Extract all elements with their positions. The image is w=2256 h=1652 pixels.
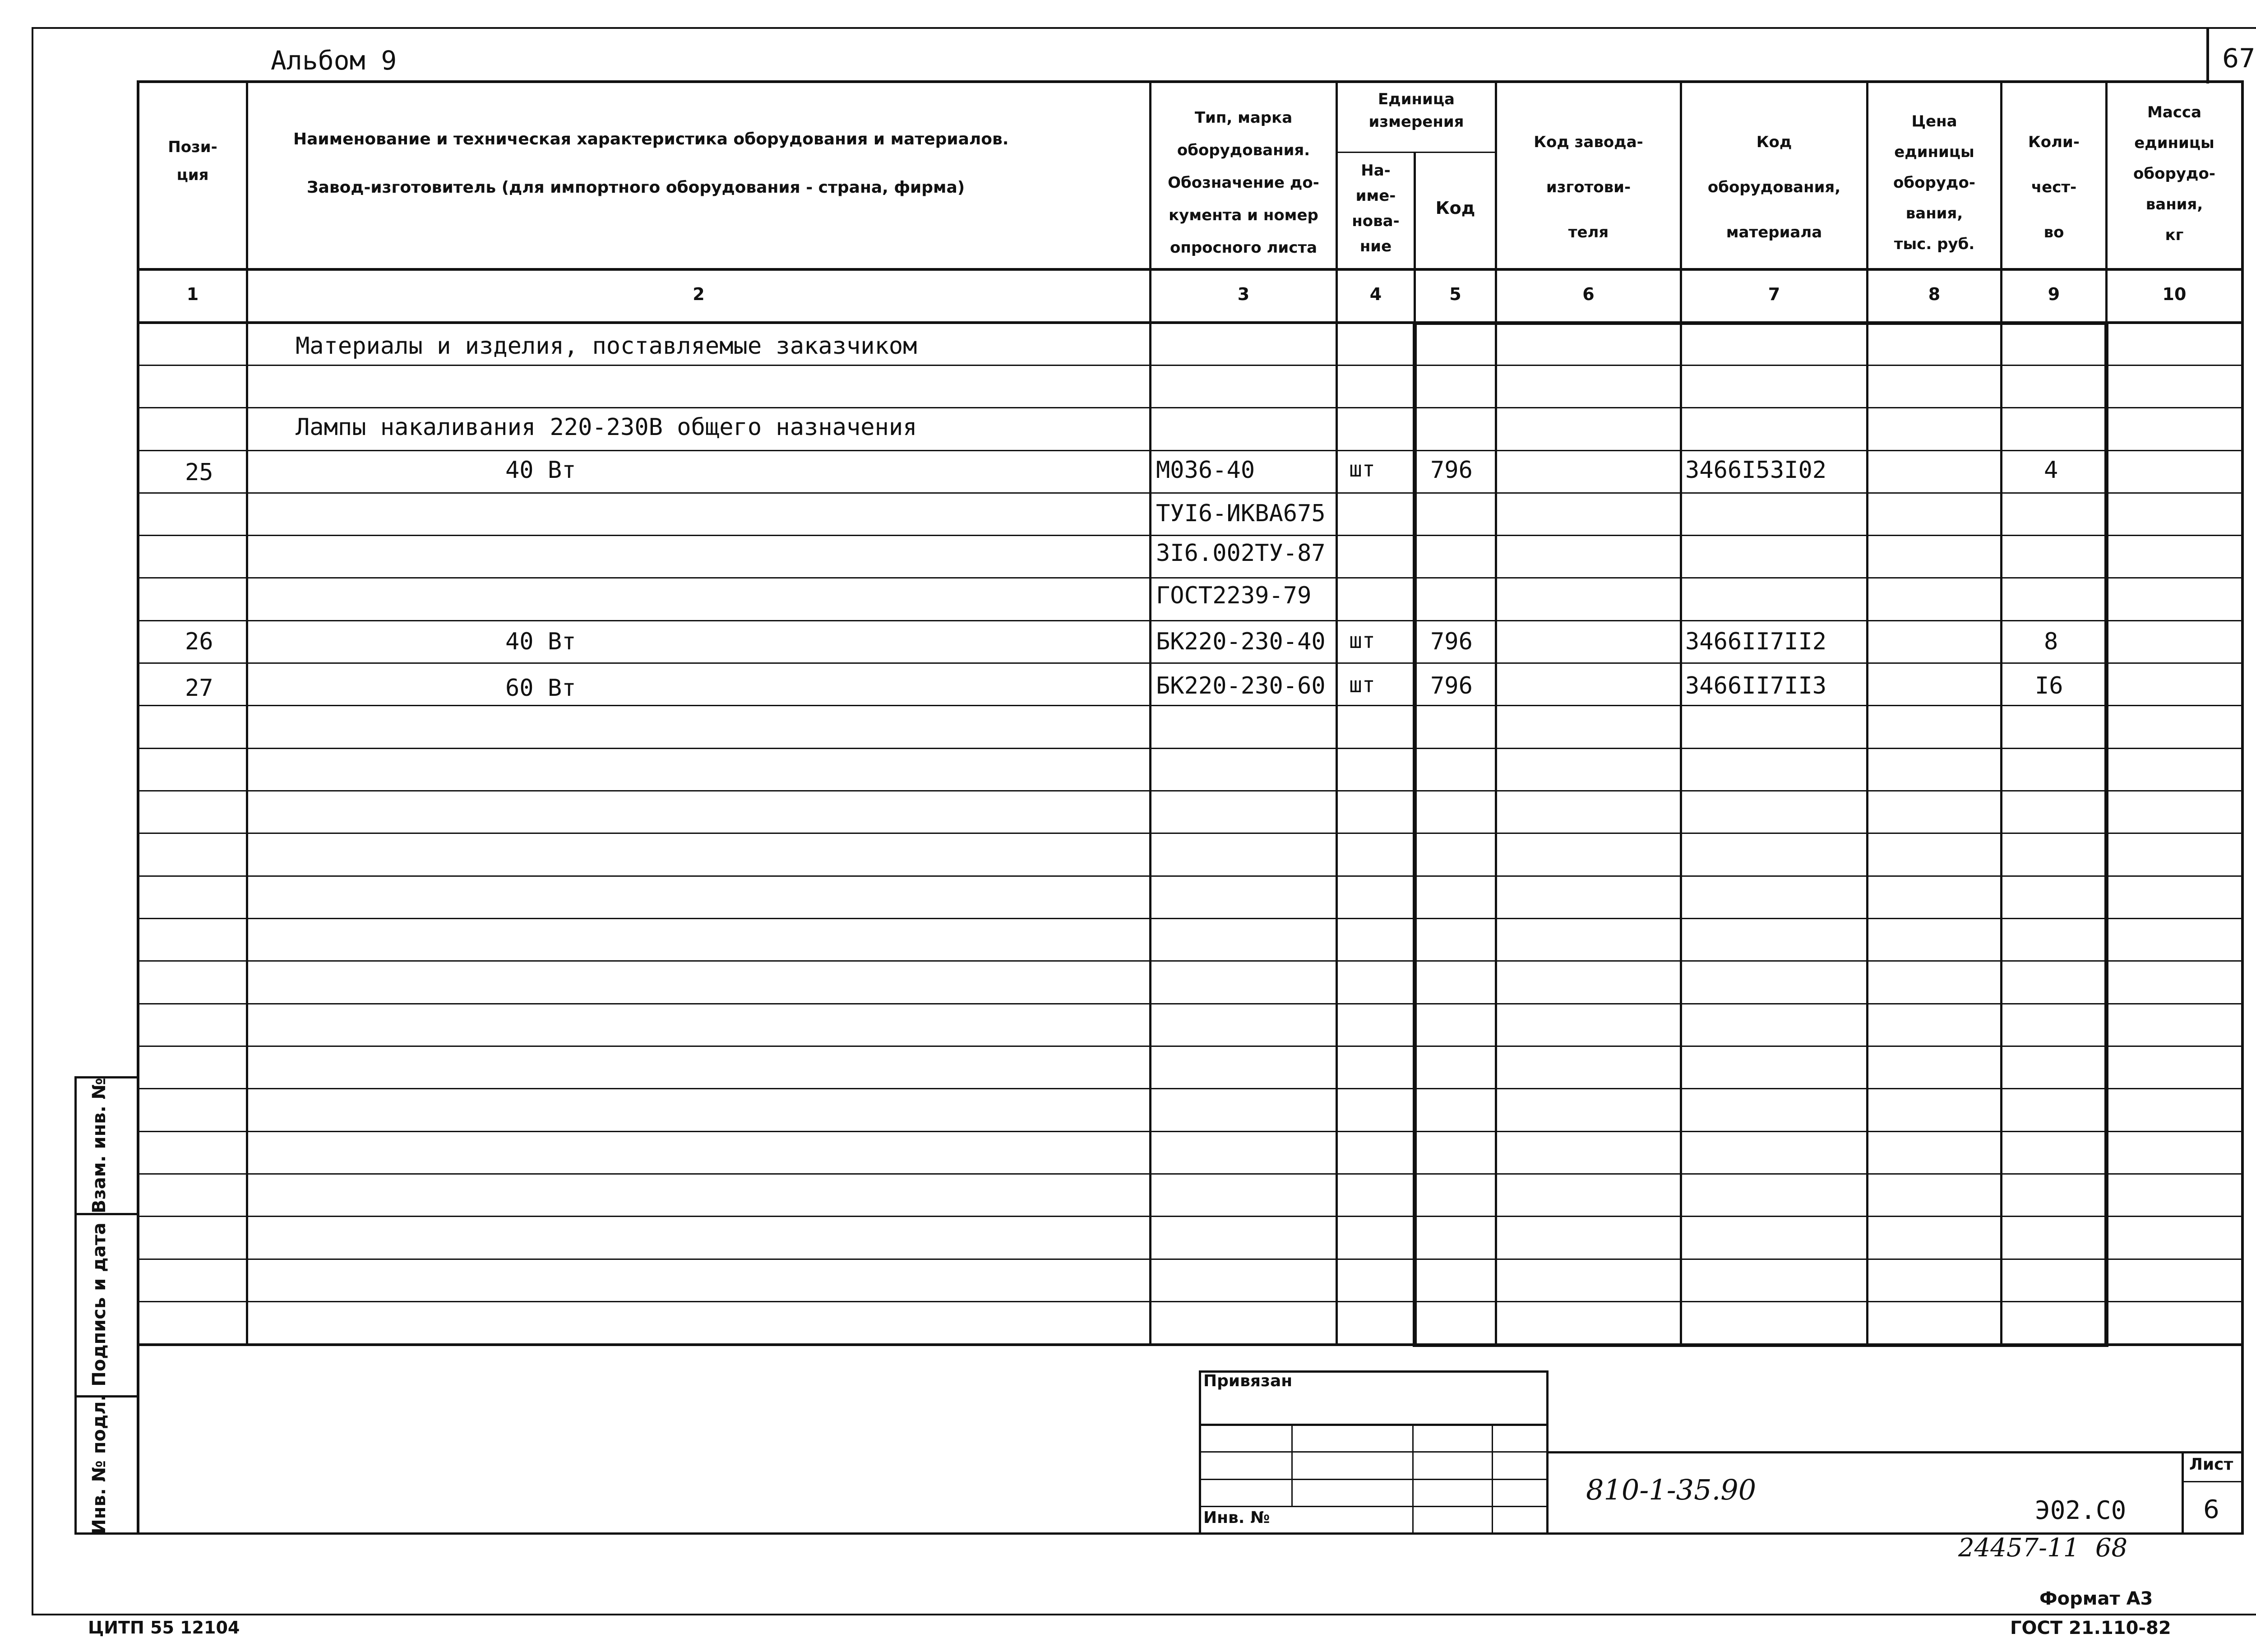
colnum-4: 4 (1369, 284, 1382, 304)
table-top (137, 80, 2244, 83)
header-type: Тип, марка оборудования. Обозначение до- кумента и номер опросного листа (1168, 109, 1319, 257)
row-type: БК220-230-40 (1156, 628, 1326, 655)
inv-label: Инв. № (1203, 1509, 1270, 1527)
row-position: 26 (185, 628, 213, 655)
section-title: Материалы и изделия, поставляемые заказчиком (296, 333, 917, 360)
header-mass: Масса единицы оборудо- вания, кг (2133, 103, 2215, 244)
header-position: Пози- ция (168, 138, 217, 184)
footer-format: Формат А3 (2039, 1588, 2153, 1609)
col-line-7 (1866, 80, 1868, 1346)
colnum-10: 10 (2162, 284, 2187, 304)
handwritten-number: 24457-11 68 (1958, 1533, 2128, 1563)
page-number-box-left (2206, 27, 2209, 83)
row-doc-line-1: ТУI6-ИКВА675 (1156, 500, 1326, 527)
document-code: Э02.С0 (2035, 1496, 2127, 1525)
row-material-code: 3466I53I02 (1685, 457, 1827, 484)
bold-box-left (1413, 321, 1417, 1347)
col-line-6 (1680, 80, 1682, 1346)
row-unit-code: 796 (1430, 672, 1473, 699)
frame-bottom (32, 1614, 2256, 1615)
row-quantity: 8 (2044, 628, 2058, 655)
row-unit: шт (1349, 672, 1375, 698)
header-price: Цена единицы оборудо- вания, тыс. руб. (1893, 112, 1975, 253)
bold-box-right (2104, 321, 2108, 1347)
row-unit: шт (1349, 457, 1375, 482)
header-bottom (137, 268, 2244, 271)
row-quantity: I6 (2035, 672, 2063, 699)
attached-label: Привязан (1203, 1372, 1293, 1390)
colnum-3: 3 (1237, 284, 1250, 304)
col-line-2 (1149, 80, 1151, 1346)
row-position: 25 (185, 459, 213, 486)
bold-box-bottom (1414, 1343, 2108, 1347)
stamp-inv-podl: Инв. № подл. (89, 1394, 110, 1534)
table-right (2241, 80, 2244, 1534)
header-name-line1: Наименование и техническая характеристика оборудования и материалов. (293, 130, 1009, 148)
row-type: БК220-230-60 (1156, 672, 1326, 699)
row-name: 60 Вт (505, 675, 576, 702)
row-name: 40 Вт (505, 628, 576, 655)
frame-top (32, 27, 2256, 29)
row-unit-code: 796 (1430, 457, 1473, 484)
row-name: 40 Вт (505, 457, 576, 484)
header-plant-code: Код завода- изготови- теля (1534, 133, 1643, 241)
row-unit-code: 796 (1430, 628, 1473, 655)
col-line-3 (1336, 80, 1338, 1346)
col-line-8 (2000, 80, 2002, 1346)
footer-left: ЦИТП 55 12104 (88, 1618, 240, 1638)
row-unit: шт (1349, 628, 1375, 653)
header-unit: Единица измерения (1368, 90, 1464, 131)
stamp-sign-date: Подпись и дата (89, 1222, 110, 1387)
group-title: Лампы накаливания 220-230В общего назначения (296, 414, 917, 441)
header-unit-code: Код (1435, 198, 1475, 218)
project-code: 810-1-35.90 (1586, 1473, 1757, 1506)
colnum-9: 9 (2048, 284, 2060, 304)
colnum-2: 2 (693, 284, 705, 304)
row-material-code: 3466II7II2 (1685, 628, 1827, 655)
colnum-5: 5 (1449, 284, 1461, 304)
sheet-label: Лист (2189, 1455, 2233, 1474)
colnum-6: 6 (1582, 284, 1595, 304)
row-doc-line-3: ГОСТ2239-79 (1156, 582, 1312, 609)
frame-left (32, 27, 33, 1615)
album-label: Альбом 9 (271, 45, 397, 76)
header-material-code: Код оборудования, материала (1707, 133, 1841, 241)
row-type: М036-40 (1156, 457, 1255, 484)
row-position: 27 (185, 675, 213, 702)
colnum-8: 8 (1928, 284, 1941, 304)
colnum-1: 1 (186, 284, 199, 304)
bold-box-top (1414, 321, 2108, 325)
header-quantity: Коли- чест- во (2028, 133, 2080, 241)
row-material-code: 3466II7II3 (1685, 672, 1827, 699)
page-number: 67 (2222, 43, 2256, 74)
row-quantity: 4 (2044, 457, 2058, 484)
footer-gost: ГОСТ 21.110-82 (2010, 1618, 2171, 1638)
stamp-inv-no: Взам. инв. № (89, 1078, 110, 1213)
colnum-7: 7 (1768, 284, 1780, 304)
header-name-line2: Завод-изготовитель (для импортного оборудования - страна, фирма) (307, 178, 965, 197)
sheet-number: 6 (2203, 1495, 2219, 1524)
col-line-1 (246, 80, 248, 1346)
col-line-5 (1495, 80, 1497, 1346)
row-doc-line-2: 3I6.002ТУ-87 (1156, 540, 1326, 567)
header-unit-name: На- име- нова- ние (1352, 162, 1400, 255)
